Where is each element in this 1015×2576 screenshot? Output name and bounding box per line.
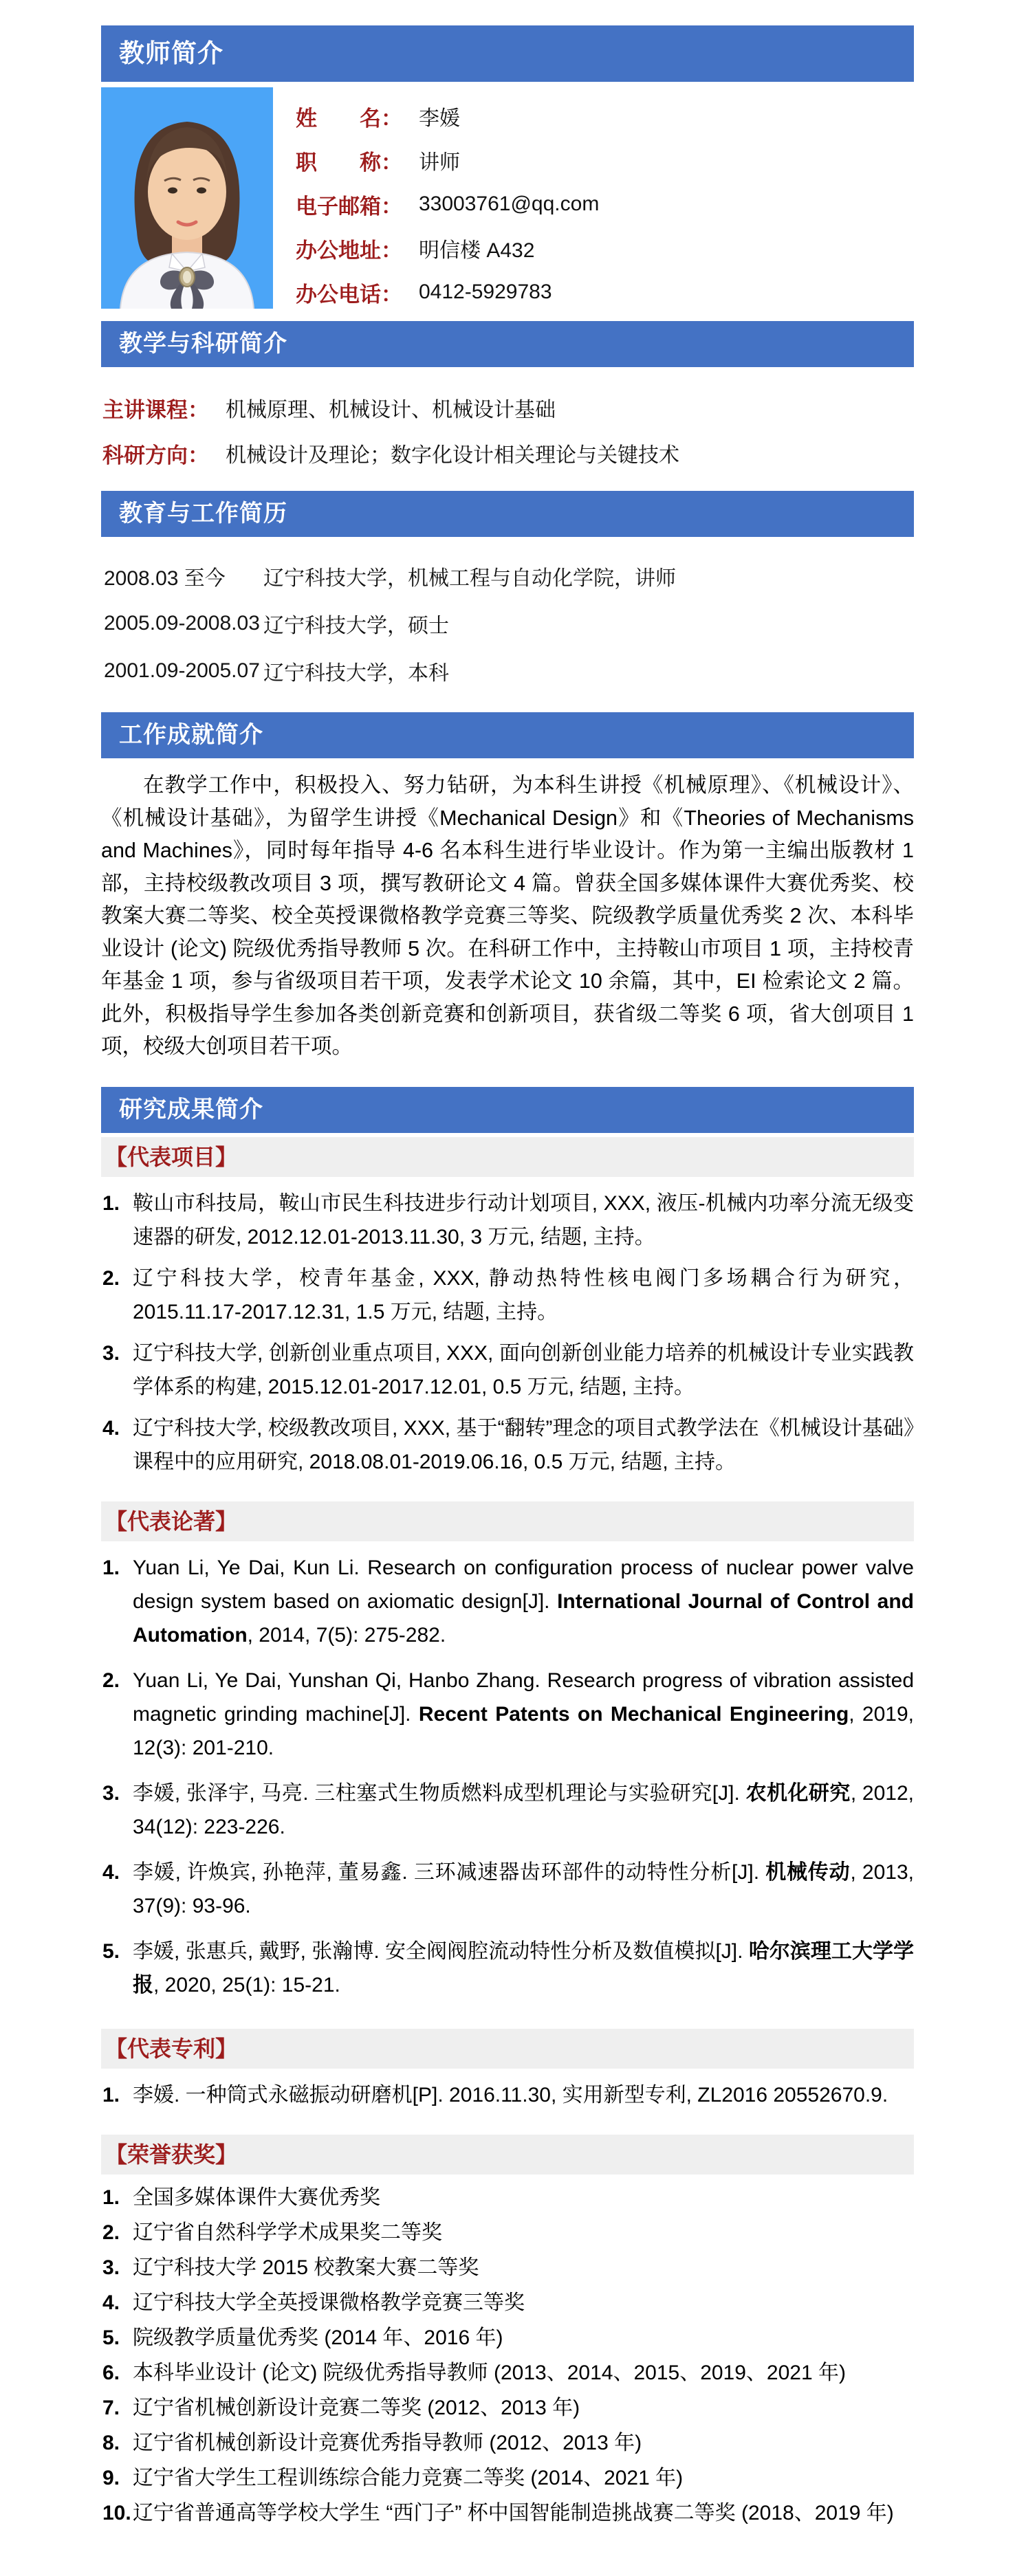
- paper-journal: International Journal of Control and Automation: [133, 1589, 914, 1647]
- field-email-label: 电子邮箱：: [296, 194, 402, 219]
- award-text: 辽宁省普通高等学校大学生 “西门子” 杯中国智能制造挑战赛二等奖 (2018、2019 年): [133, 2501, 894, 2524]
- education-row: [104, 599, 914, 647]
- paper-number: 5.: [102, 1939, 120, 1963]
- teaching-research-rows: [101, 367, 914, 491]
- work-achievements-paragraph: 在教学工作中，积极投入、努力钻研，为本科生讲授《机械原理》、《机械设计》、《机械设计基础》，为留学生讲授《Mechanical Design》和《Theories of Mechanisms and Machines》，同时每年指导 4-6 名本科生进行毕业设计。作为第一主编出版教材 1 部，主持校级教改项目 3 项，撰写教研论文 4 篇。曾获全国多媒体课件大赛优秀奖、校教案大赛二等奖、校全英授课微格教学竞赛三等奖、院级教学质量优秀奖 2 次、本科毕业设计 (论文) 院级优秀指导教师 5 次。在科研工作中，主持鞍山市项目 1 项，主持校青年基金 1 项，参与省级项目若干项，发表学术论文 10 余篇，其中，EI 检索论文 2 篇。此外，积极指导学生参加各类创新竞赛和创新项目，获省级二等奖 6 项，省大创项目 1 项，校级大创项目若干项。: [101, 773, 914, 1058]
- section-header-research-results: 研究成果简介: [101, 1087, 914, 1133]
- paper-journal: 机械传动: [765, 1860, 851, 1884]
- paper-text: , 2019, 12(3): 201-210.: [133, 1702, 914, 1759]
- paper-text: 李媛, 张泽宇, 马亮. 三柱塞式生物质燃料成型机理论与实验研究[J].: [133, 1781, 746, 1805]
- education-row: [104, 647, 914, 694]
- field-name: [296, 94, 599, 138]
- patent-number: 1.: [102, 2083, 120, 2106]
- award-item: [101, 2181, 914, 2214]
- faculty-profile-page: [101, 0, 914, 2576]
- award-text: 本科毕业设计 (论文) 院级优秀指导教师 (2013、2014、2015、2019、2021 年): [133, 2361, 846, 2384]
- papers-list: [101, 1541, 914, 2025]
- awards-list: [101, 2175, 914, 2535]
- row-courses: [102, 385, 914, 430]
- row-research-direction-label: 科研方向：: [102, 443, 209, 467]
- paper-item: [101, 1935, 914, 2002]
- patents-list: [101, 2069, 914, 2131]
- award-item: [101, 2252, 914, 2285]
- education-period: 2005.09-2008.03: [104, 611, 260, 635]
- paper-journal: 哈尔滨理工大学学报: [133, 1939, 914, 1996]
- award-text: 辽宁省大学生工程训练综合能力竞赛二等奖 (2014、2021 年): [133, 2466, 684, 2489]
- paper-text: , 2012, 34(12): 223-226.: [133, 1781, 914, 1838]
- award-item: [101, 2322, 914, 2355]
- award-text: 辽宁省机械创新设计竞赛二等奖 (2012、2013 年): [133, 2396, 580, 2419]
- paper-text: 李媛, 张惠兵, 戴野, 张瀚博. 安全阀阀腔流动特性分析及数值模拟[J].: [133, 1939, 749, 1963]
- project-item: [101, 1336, 914, 1404]
- education-period: 2001.09-2005.07: [104, 659, 260, 682]
- field-office-phone-value: 0412-5929783: [419, 280, 552, 303]
- subheader-representative-projects: 【代表项目】: [101, 1137, 914, 1177]
- patent-item: [101, 2078, 914, 2112]
- row-courses-label: 主讲课程：: [102, 397, 209, 422]
- field-email-value[interactable]: 33003761@qq.com: [419, 192, 600, 215]
- project-number: 3.: [102, 1341, 120, 1365]
- profile-photo: [101, 87, 273, 309]
- project-number: 4.: [102, 1416, 120, 1440]
- award-number: 6.: [102, 2361, 120, 2384]
- award-text: 全国多媒体课件大赛优秀奖: [133, 2186, 380, 2209]
- education-career-rows: [101, 537, 914, 712]
- project-item: [101, 1262, 914, 1329]
- paper-number: 4.: [102, 1860, 120, 1884]
- section-header-teaching-research: 教学与科研简介: [101, 321, 914, 367]
- award-text: 辽宁省自然科学学术成果奖二等奖: [133, 2221, 442, 2244]
- education-period: 2008.03 至今: [104, 566, 226, 590]
- row-research-direction: [102, 430, 914, 476]
- award-number: 4.: [102, 2291, 120, 2314]
- education-row: [104, 552, 914, 599]
- paper-text: Yuan Li, Ye Dai, Kun Li. Research on configuration process of nuclear power valve design system based on axiomatic design[J].: [133, 1556, 914, 1613]
- row-courses-value: 机械原理、机械设计、机械设计基础: [226, 399, 556, 421]
- award-number: 8.: [102, 2431, 120, 2454]
- field-name-label: 姓 名：: [296, 106, 402, 131]
- row-research-direction-value: 机械设计及理论；数字化设计相关理论与关键技术: [226, 444, 679, 467]
- field-office-address: [296, 226, 599, 270]
- award-item: [101, 2392, 914, 2425]
- award-text: 辽宁科技大学 2015 校教案大赛二等奖: [133, 2256, 479, 2279]
- award-text: 辽宁科技大学全英授课微格教学竞赛三等奖: [133, 2291, 525, 2314]
- field-office-address-value: 明信楼 A432: [419, 239, 535, 262]
- award-item: [101, 2462, 914, 2495]
- field-title-label: 职 称：: [296, 150, 402, 175]
- subheader-honors-awards: 【荣誉获奖】: [101, 2135, 914, 2175]
- field-office-phone-label: 办公电话：: [296, 282, 402, 307]
- paper-number: 1.: [102, 1556, 120, 1579]
- profile-fields: [296, 87, 599, 314]
- field-title-value: 讲师: [419, 151, 460, 174]
- education-detail: 辽宁科技大学，机械工程与自动化学院，讲师: [263, 566, 676, 590]
- patent-text: 李媛. 一种筒式永磁振动研磨机[P]. 2016.11.30, 实用新型专利, ZL2016 20552670.9.: [133, 2083, 888, 2106]
- award-number: 5.: [102, 2326, 120, 2349]
- field-office-address-label: 办公地址：: [296, 238, 402, 263]
- award-number: 10.: [102, 2501, 131, 2524]
- project-item: [101, 1187, 914, 1254]
- paper-journal: Recent Patents on Mechanical Engineering: [418, 1702, 849, 1726]
- paper-number: 3.: [102, 1781, 120, 1805]
- award-item: [101, 2497, 914, 2530]
- project-text: 鞍山市科技局，鞍山市民生科技进步行动计划项目, XXX, 液压-机械内功率分流无级变速器的研发, 2012.12.01-2013.11.30, 3 万元, 结题, 主持。: [133, 1191, 914, 1248]
- paper-item: [101, 1776, 914, 1844]
- subheader-representative-papers: 【代表论著】: [101, 1501, 914, 1541]
- project-item: [101, 1411, 914, 1479]
- project-number: 2.: [102, 1266, 120, 1290]
- award-number: 3.: [102, 2256, 120, 2279]
- field-title: [296, 138, 599, 182]
- project-number: 1.: [102, 1191, 120, 1215]
- paper-journal: 农机化研究: [745, 1781, 851, 1805]
- education-detail: 辽宁科技大学，本科: [263, 661, 449, 685]
- paper-item: [101, 1664, 914, 1765]
- education-detail: 辽宁科技大学，硕士: [263, 614, 449, 637]
- field-email: [296, 182, 599, 226]
- paper-item: [101, 1856, 914, 1923]
- award-text: 辽宁省机械创新设计竞赛优秀指导教师 (2012、2013 年): [133, 2431, 642, 2454]
- project-text: 辽宁科技大学，校青年基金, XXX, 静动热特性核电阀门多场耦合行为研究，2015.11.17-2017.12.31, 1.5 万元, 结题, 主持。: [133, 1266, 914, 1323]
- award-item: [101, 2427, 914, 2460]
- paper-text: , 2014, 7(5): 275-282.: [247, 1623, 446, 1647]
- award-number: 9.: [102, 2466, 120, 2489]
- award-number: 1.: [102, 2186, 120, 2209]
- paper-text: , 2013, 37(9): 93-96.: [133, 1860, 914, 1917]
- section-header-education-career: 教育与工作简历: [101, 491, 914, 537]
- section-header-work-achievements: 工作成就简介: [101, 712, 914, 758]
- award-item: [101, 2357, 914, 2390]
- award-number: 7.: [102, 2396, 120, 2419]
- projects-list: [101, 1177, 914, 1497]
- award-item: [101, 2287, 914, 2320]
- subheader-representative-patents: 【代表专利】: [101, 2029, 914, 2069]
- field-name-value: 李媛: [419, 107, 460, 130]
- paper-text: 李媛, 许焕宾, 孙艳萍, 董易鑫. 三环减速器齿环部件的动特性分析[J].: [133, 1860, 766, 1884]
- project-text: 辽宁科技大学, 创新创业重点项目, XXX, 面向创新创业能力培养的机械设计专业实践教学体系的构建, 2015.12.01-2017.12.01, 0.5 万元, 结题, 主持。: [133, 1341, 914, 1398]
- award-text: 院级教学质量优秀奖 (2014 年、2016 年): [133, 2326, 503, 2349]
- section-header-teacher-intro: 教师简介: [101, 25, 914, 82]
- paper-text: , 2020, 25(1): 15-21.: [153, 1973, 340, 1996]
- award-number: 2.: [102, 2221, 120, 2244]
- project-text: 辽宁科技大学, 校级教改项目, XXX, 基于“翻转”理念的项目式教学法在《机械设计基础》课程中的应用研究, 2018.08.01-2019.06.16, 0.5 万元, 结题, 主持。: [133, 1416, 914, 1473]
- field-office-phone: [296, 270, 599, 314]
- profile-section: [101, 87, 914, 314]
- paper-item: [101, 1551, 914, 1652]
- paper-number: 2.: [102, 1669, 120, 1692]
- award-item: [101, 2216, 914, 2249]
- paper-text: Yuan Li, Ye Dai, Yunshan Qi, Hanbo Zhang. Research progress of vibration assisted magnetic grinding machine[J].: [133, 1669, 914, 1726]
- profile-photo-illustration: [101, 87, 273, 309]
